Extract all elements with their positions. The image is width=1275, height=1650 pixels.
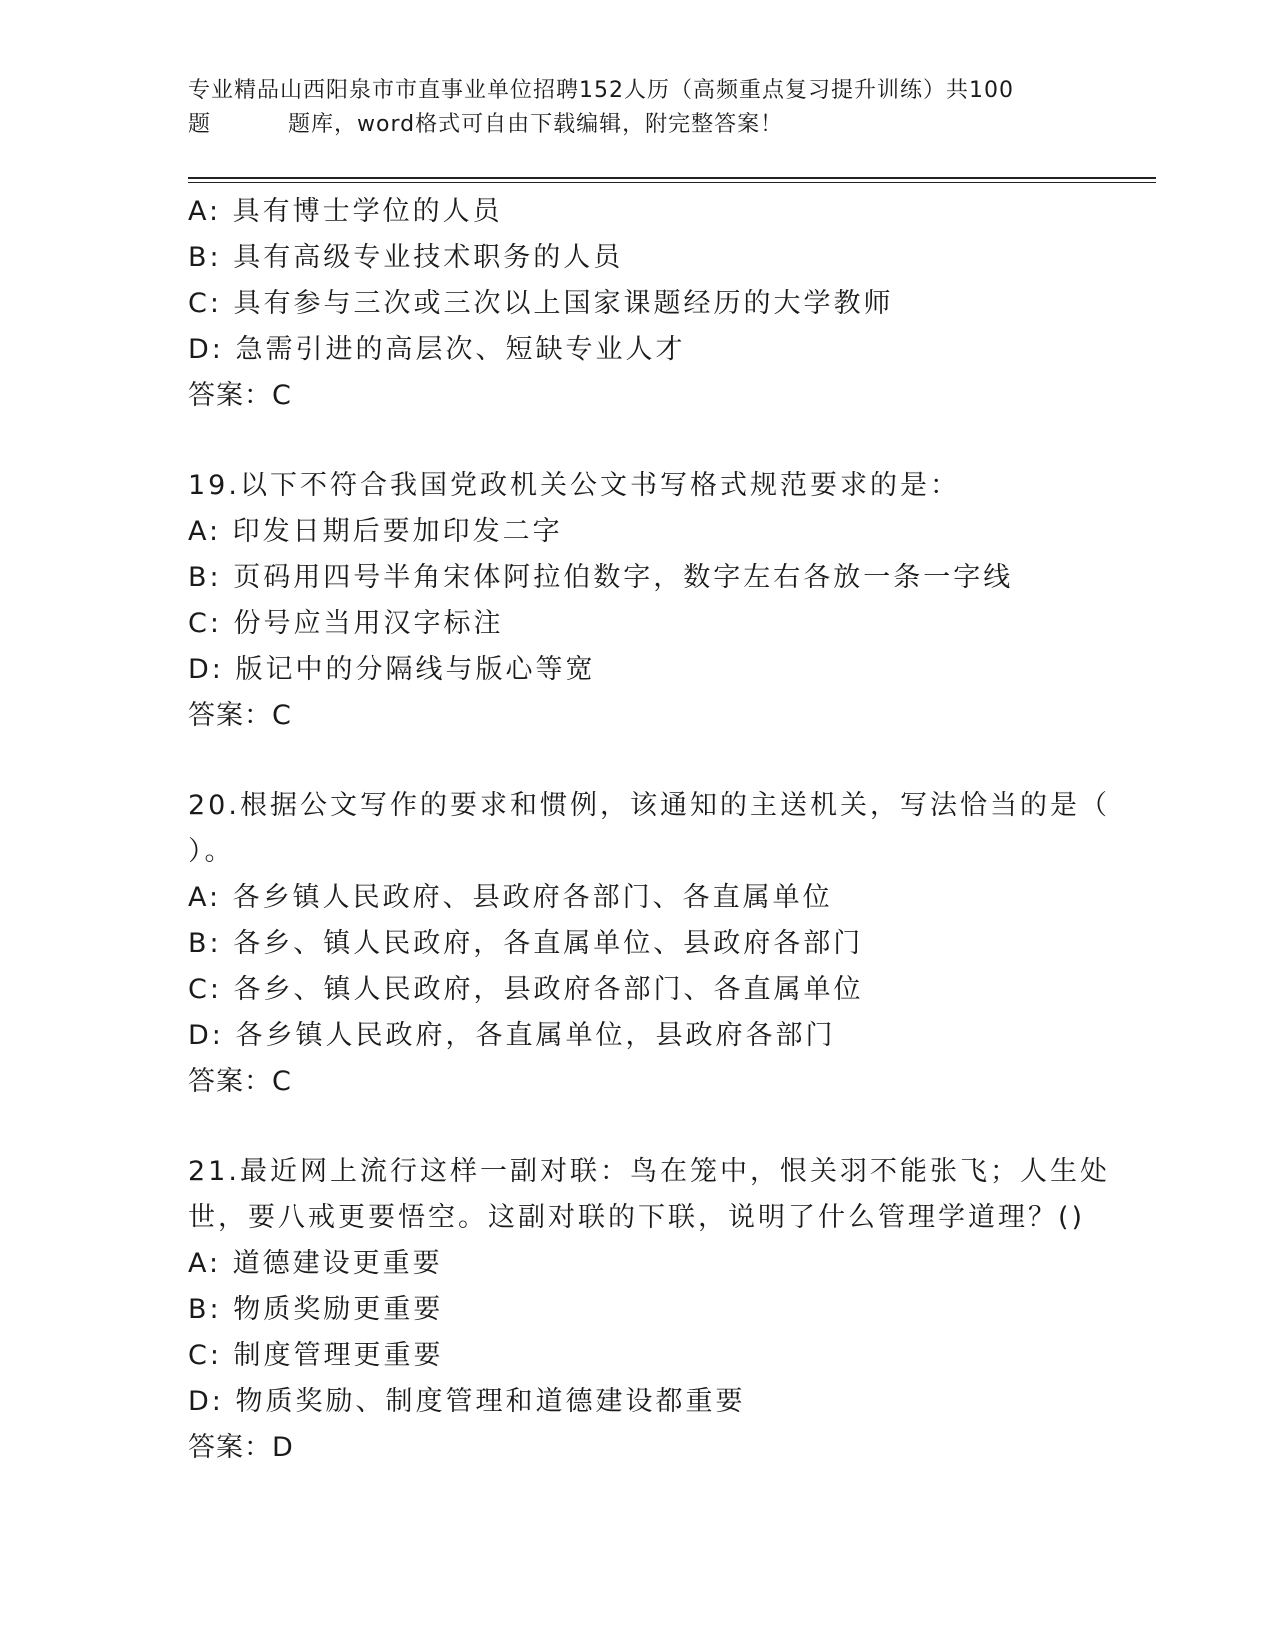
option-c: C: 具有参与三次或三次以上国家课题经历的大学教师 (188, 288, 894, 319)
header-title-line2-right: 题库，word格式可自由下载编辑，附完整答案！ (288, 112, 784, 137)
document-body (188, 189, 1110, 1471)
spacer (188, 1105, 1078, 1149)
document-header (188, 74, 1088, 142)
header-divider-thin (188, 182, 1156, 183)
spacer (188, 739, 1078, 783)
header-title-line1: 专业精品山西阳泉市市直事业单位招聘152人历（高频重点复习提升训练）共100 (188, 78, 1014, 103)
question-block-carryover (188, 189, 1078, 419)
option-b: B: 具有高级专业技术职务的人员 (188, 242, 624, 273)
option-b: B: 各乡、镇人民政府，各直属单位、县政府各部门 (188, 928, 864, 959)
option-b: B: 物质奖励更重要 (188, 1294, 444, 1325)
spacer (188, 419, 1078, 463)
question-block-21 (188, 1149, 1110, 1471)
option-d: D: 版记中的分隔线与版心等宽 (188, 654, 596, 685)
answer-line: 答案：C (188, 380, 292, 411)
header-divider-thick (188, 177, 1156, 179)
header-title-line2-left: 题 (188, 112, 212, 137)
question-block-20 (188, 783, 1110, 1105)
option-a: A: 印发日期后要加印发二字 (188, 516, 563, 547)
option-c: C: 制度管理更重要 (188, 1340, 444, 1371)
question-stem: 19.以下不符合我国党政机关公文书写格式规范要求的是： (188, 470, 960, 501)
option-d: D: 各乡镇人民政府，各直属单位，县政府各部门 (188, 1020, 836, 1051)
option-d: D: 急需引进的高层次、短缺专业人才 (188, 334, 686, 365)
option-d: D: 物质奖励、制度管理和道德建设都重要 (188, 1386, 746, 1417)
question-stem-line1: 21.最近网上流行这样一副对联：鸟在笼中，恨关羽不能张飞；人生处 (188, 1156, 1110, 1187)
option-c: C: 份号应当用汉字标注 (188, 608, 504, 639)
answer-line: 答案：C (188, 700, 292, 731)
answer-line: 答案：C (188, 1066, 292, 1097)
option-b: B: 页码用四号半角宋体阿拉伯数字，数字左右各放一条一字线 (188, 562, 1014, 593)
question-stem-line1: 20.根据公文写作的要求和惯例，该通知的主送机关，写法恰当的是（ (188, 790, 1110, 821)
option-a: A: 道德建设更重要 (188, 1248, 443, 1279)
option-a: A: 各乡镇人民政府、县政府各部门、各直属单位 (188, 882, 833, 913)
header-title-line2 (188, 108, 1088, 142)
option-c: C: 各乡、镇人民政府，县政府各部门、各直属单位 (188, 974, 864, 1005)
answer-line: 答案：D (188, 1432, 294, 1463)
question-block-19 (188, 463, 1078, 739)
question-stem-line2: 世，要八戒更要悟空。这副对联的下联，说明了什么管理学道理？() (188, 1202, 1086, 1233)
question-stem-line2: ）。 (188, 836, 235, 867)
option-a: A: 具有博士学位的人员 (188, 196, 503, 227)
